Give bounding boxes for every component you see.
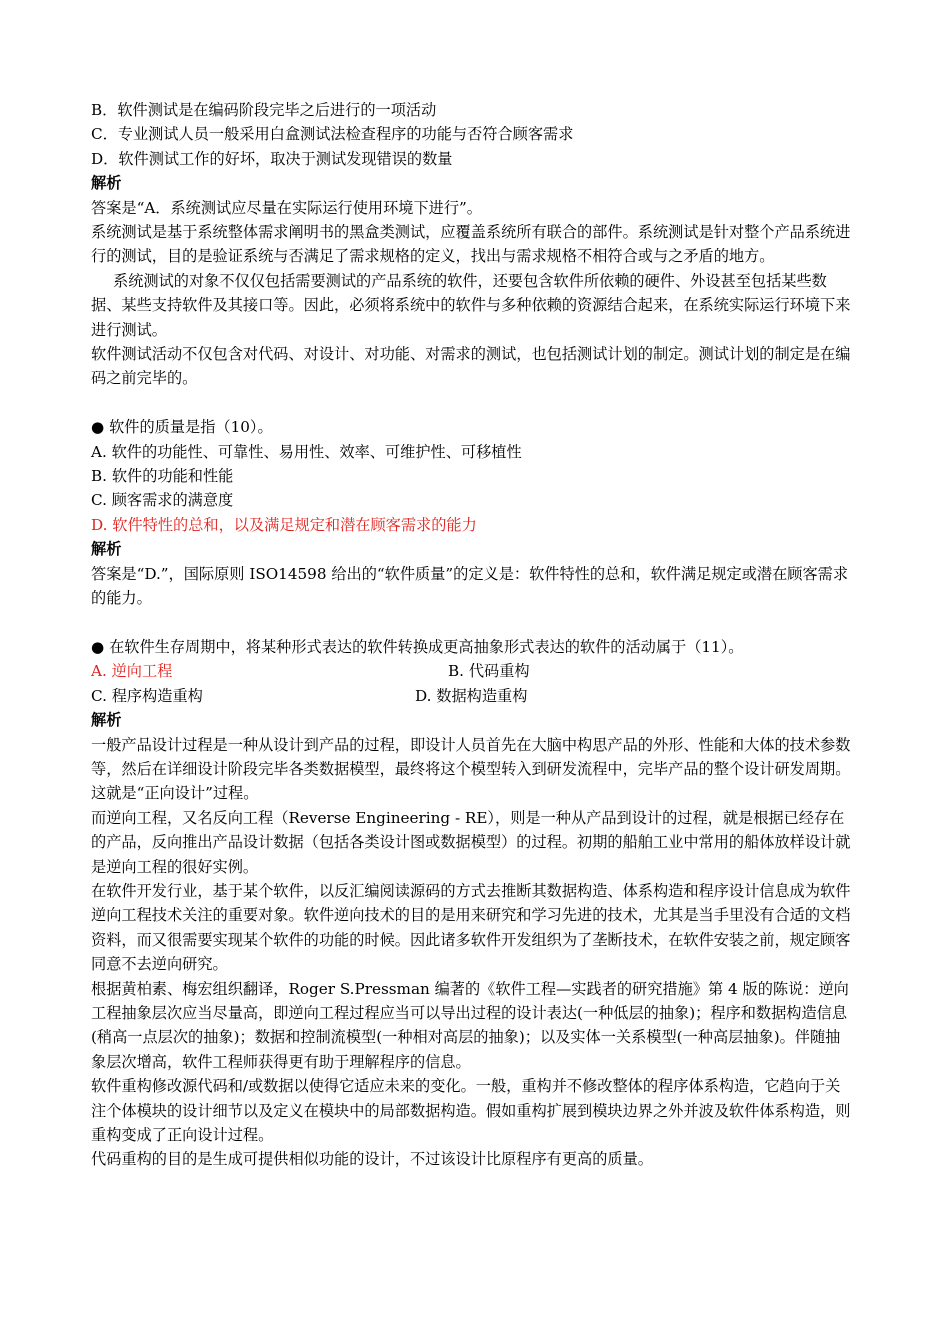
- option-c: C．专业测试人员一般采用白盒测试法检查程序的功能与否符合顾客需求: [91, 125, 574, 144]
- correct-option-d: D. 软件特性的总和，以及满足规定和潜在顾客需求的能力: [91, 515, 477, 534]
- spacer: [91, 611, 855, 635]
- option-c: C. 程序构造重构: [91, 686, 203, 705]
- answer-text: 答案是“A．系统测试应尽量在实际运行使用环境下进行”。: [91, 198, 482, 217]
- analysis-heading: 解析: [91, 174, 122, 193]
- analysis-paragraph: 系统测试是基于系统整体需求阐明书的黑盒类测试，应覆盖系统所有联合的部件。系统测试是针对整个产品系统进行的测试，目的是验证系统与否满足了需求规格的定义，找出与需求规格不相符合或与之矛盾的地方。: [91, 223, 851, 266]
- analysis-heading: 解析: [91, 711, 122, 730]
- option-b: B．软件测试是在编码阶段完毕之后进行的一项活动: [91, 101, 437, 119]
- option-a: A. 软件的功能性、可靠性、易用性、效率、可维护性、可移植性: [91, 442, 522, 461]
- analysis-paragraph: 代码重构的目的是生成可提供相似功能的设计，不过该设计比原程序有更高的质量。: [91, 1150, 653, 1169]
- correct-option-a: A. 逆向工程: [91, 662, 173, 681]
- question-stem: ● 在软件生存周期中，将某种形式表达的软件转换成更高抽象形式表达的软件的活动属于（11）。: [91, 637, 744, 656]
- option-d: D．软件测试工作的好坏，取决于测试发现错误的数量: [91, 149, 453, 168]
- option-b: B. 软件的功能和性能: [91, 467, 234, 486]
- option-d: D. 数据构造重构: [415, 686, 528, 705]
- analysis-heading: 解析: [91, 540, 122, 559]
- analysis-paragraph: 根据黄柏素、梅宏组织翻译，Roger S.Pressman 编著的《软件工程—实践者的研究措施》第 4 版的陈说：逆向工程抽象层次应当尽量高，即逆向工程过程应当可以导出过程的设计表达(一种低层的抽象)；程序和数据构造信息(稍高一点层次的抽象)；数据和控制流模型(一种相对高层的抽象)；以及实体一关系模型(一种高层抽象)。伴随抽象层次增高，软件工程师获得更有助于理解程序的信息。: [91, 979, 849, 1071]
- analysis-paragraph: 在软件开发行业，基于某个软件，以反汇编阅读源码的方式去推断其数据构造、体系构造和程序设计信息成为软件逆向工程技术关注的重要对象。软件逆向技术的目的是用来研究和学习先进的技术，尤其是当手里没有合适的文档资料，而又很需要实现某个软件的功能的时候。因此诸多软件开发组织为了垄断技术，在软件安装之前，规定顾客同意不去逆向研究。: [91, 881, 851, 974]
- analysis-paragraph: 一般产品设计过程是一种从设计到产品的过程，即设计人员首先在大脑中构思产品的外形、性能和大体的技术参数等，然后在详细设计阶段完毕各类数据模型，最终将这个模型转入到研发流程中，完毕产品的整个设计研发周期。这就是“正向设计”过程。: [91, 735, 851, 803]
- option-row: [91, 684, 855, 708]
- question-stem: ● 软件的质量是指（10）。: [91, 418, 273, 437]
- analysis-paragraph: 而逆向工程，又名反向工程（Reverse Engineering - RE），则是一种从产品到设计的过程，就是根据已经存在的产品，反向推出产品设计数据（包括各类设计图或数据模型）的过程。初期的船舶工业中常用的船体放样设计就是逆向工程的很好实例。: [91, 808, 851, 876]
- option-c: C. 顾客需求的满意度: [91, 491, 234, 510]
- option-b: B. 代码重构: [448, 662, 530, 681]
- spacer: [91, 391, 855, 415]
- analysis-paragraph: 软件测试活动不仅包含对代码、对设计、对功能、对需求的测试，也包括测试计划的制定。测试计划的制定是在编码之前完毕的。: [91, 345, 851, 388]
- option-row: [91, 659, 855, 683]
- analysis-paragraph: 软件重构修改源代码和/或数据以使得它适应未来的变化。一般，重构并不修改整体的程序体系构造，它趋向于关注个体模块的设计细节以及定义在模块中的局部数据构造。假如重构扩展到模块边界之外并波及软件体系构造，则重构变成了正向设计过程。: [91, 1077, 851, 1144]
- analysis-paragraph: 系统测试的对象不仅仅包括需要测试的产品系统的软件，还要包含软件所依赖的硬件、外设甚至包括某些数据、某些支持软件及其接口等。因此，必须将系统中的软件与多种依赖的资源结合起来，在系统实际运行环境下来进行测试。: [91, 271, 851, 339]
- answer-text: 答案是“D.”，国际原则 ISO14598 给出的“软件质量”的定义是：软件特性的总和，软件满足规定或潜在顾客需求的能力。: [91, 564, 849, 608]
